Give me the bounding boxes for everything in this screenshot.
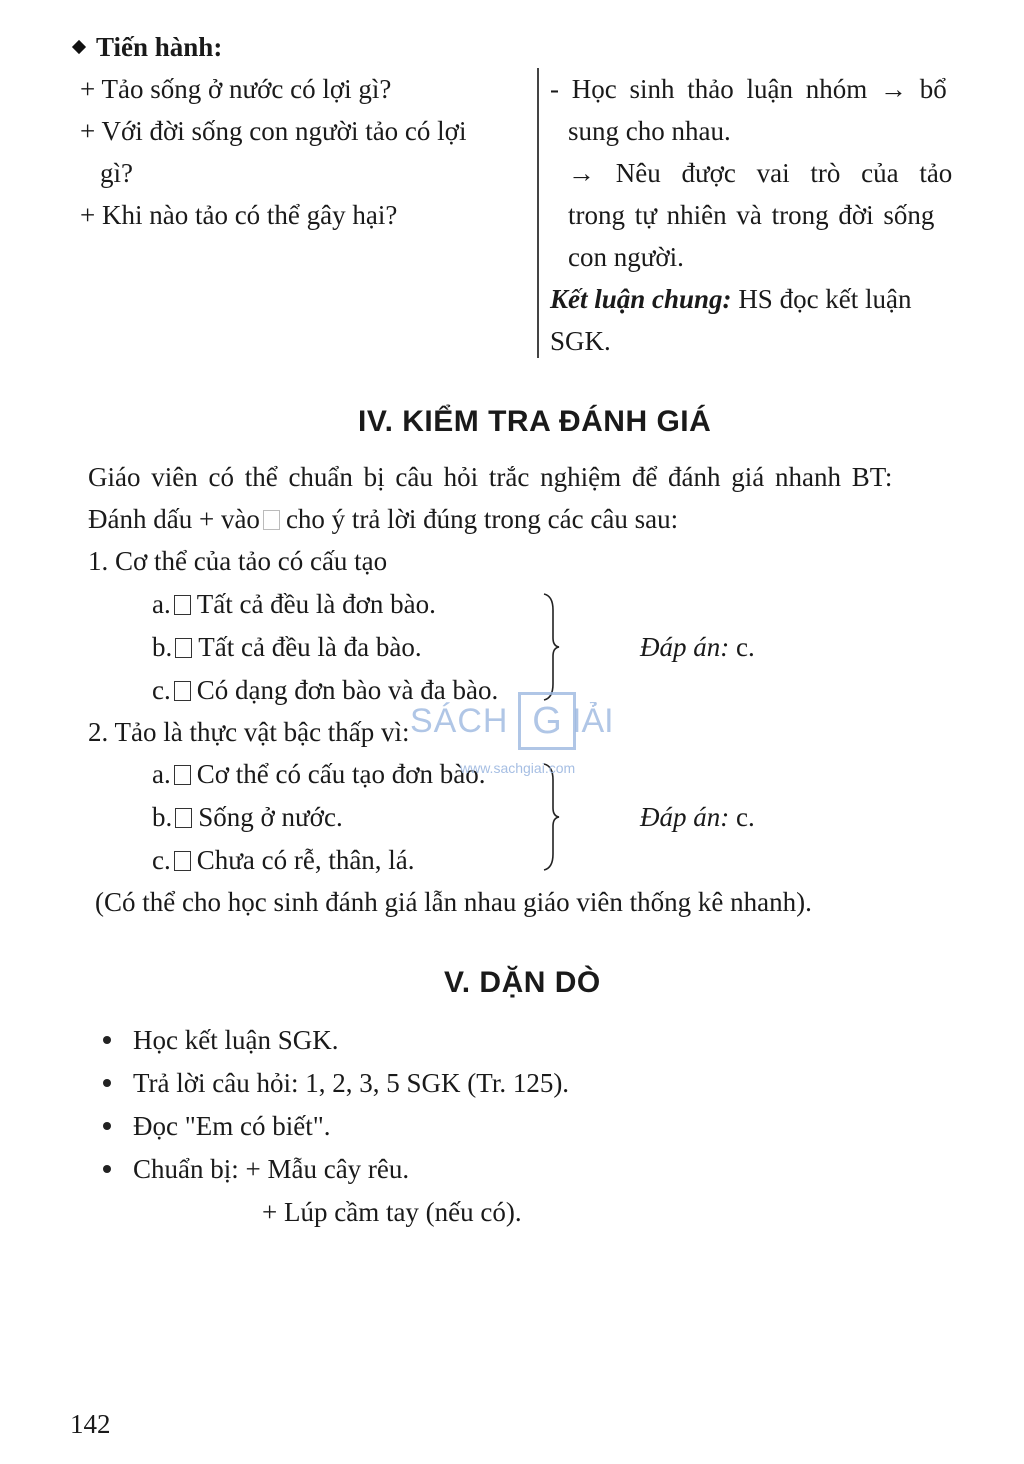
todo-item-4-extra: + Lúp cầm tay (nếu có). xyxy=(262,1197,522,1227)
todo-item-3-text: Đọc "Em có biết". xyxy=(133,1111,331,1141)
q2-option-c-letter: c. xyxy=(152,845,171,875)
q1-option-b xyxy=(152,634,422,661)
left-line-4: + Khi nào tảo có thể gây hại? xyxy=(80,200,398,230)
watermark-g-icon: G xyxy=(518,692,576,750)
todo-item-2-text: Trả lời câu hỏi: 1, 2, 3, 5 SGK (Tr. 125). xyxy=(133,1068,570,1098)
todo-item-3 xyxy=(103,1113,331,1140)
left-line-1: + Tảo sống ở nước có lợi gì? xyxy=(80,74,392,104)
q2-option-a-letter: a. xyxy=(152,759,171,789)
section-4-intro-2 xyxy=(88,506,678,533)
intro-2-part-b: cho ý trả lời đúng trong các câu sau: xyxy=(285,504,679,534)
q1-option-a-text: Tất cả đều là đơn bào. xyxy=(196,589,436,619)
conclusion-line-2: SGK. xyxy=(550,326,611,356)
page-number: 142 xyxy=(70,1409,111,1439)
q1-option-c-letter: c. xyxy=(152,675,171,705)
q2-option-b xyxy=(152,804,343,831)
checkbox-icon xyxy=(174,765,191,785)
activity-heading xyxy=(74,34,222,61)
right-line-3: → Nêu được vai trò của tảo xyxy=(568,158,953,188)
bullet-icon xyxy=(103,1079,111,1087)
conclusion-line xyxy=(550,286,912,313)
question-2: 2. Tảo là thực vật bậc thấp vì: xyxy=(88,717,410,747)
todo-item-4-text: Chuẩn bị: + Mẫu cây rêu. xyxy=(133,1154,410,1184)
bullet-icon xyxy=(103,1122,111,1130)
section-4-intro-1: Giáo viên có thể chuẩn bị câu hỏi trắc nghiệm để đánh giá nhanh BT: xyxy=(88,462,893,492)
q1-option-c-text: Có dạng đơn bào và đa bào. xyxy=(196,675,499,705)
q2-option-b-letter: b. xyxy=(152,802,173,832)
column-divider xyxy=(537,68,539,358)
conclusion-label: Kết luận chung: xyxy=(550,284,732,314)
section-5-title: V. DẶN DÒ xyxy=(444,966,601,999)
q1-answer-value: c. xyxy=(729,632,755,662)
section-4-title: IV. KIỂM TRA ĐÁNH GIÁ xyxy=(358,405,712,438)
q2-option-c xyxy=(152,847,415,874)
right-line-5: con người. xyxy=(568,242,684,272)
watermark-text-1: SÁCH xyxy=(410,702,509,740)
q1-answer xyxy=(640,634,755,661)
right-line-1: - Học sinh thảo luận nhóm → bổ xyxy=(550,74,947,104)
q2-option-c-text: Chưa có rễ, thân, lá. xyxy=(196,845,415,875)
bullet-icon xyxy=(103,1036,111,1044)
q2-answer-label: Đáp án: xyxy=(640,802,730,832)
todo-item-2 xyxy=(103,1070,569,1097)
checkbox-icon xyxy=(263,510,280,530)
q2-answer-value: c. xyxy=(729,802,755,832)
q1-option-b-text: Tất cả đều là đa bào. xyxy=(198,632,422,662)
section-4-note: (Có thể cho học sinh đánh giá lẫn nhau giáo viên thống kê nhanh). xyxy=(95,887,812,917)
q2-option-a-text: Cơ thể có cấu tạo đơn bào. xyxy=(196,759,486,789)
right-line-2: sung cho nhau. xyxy=(568,116,731,146)
right-line-4: trong tự nhiên và trong đời sống xyxy=(568,200,935,230)
q1-option-a-letter: a. xyxy=(152,589,171,619)
checkbox-icon xyxy=(175,808,192,828)
q2-brace-icon xyxy=(540,762,562,872)
checkbox-icon xyxy=(175,638,192,658)
left-line-2 xyxy=(80,118,524,145)
conclusion-text: HS đọc kết luận xyxy=(731,284,912,314)
q2-option-b-text: Sống ở nước. xyxy=(198,802,343,832)
checkbox-icon xyxy=(174,681,191,701)
left-line-3: gì? xyxy=(100,158,133,188)
todo-item-1 xyxy=(103,1027,338,1054)
intro-2-part-a: Đánh dấu + vào xyxy=(88,504,260,534)
diamond-bullet-icon xyxy=(72,40,86,54)
question-1: 1. Cơ thể của tảo có cấu tạo xyxy=(88,546,388,576)
q2-answer xyxy=(640,804,755,831)
todo-item-1-text: Học kết luận SGK. xyxy=(133,1025,339,1055)
q1-answer-label: Đáp án: xyxy=(640,632,730,662)
q1-option-a xyxy=(152,591,436,618)
q1-brace-icon xyxy=(540,592,562,702)
bullet-icon xyxy=(103,1165,111,1173)
q1-option-b-letter: b. xyxy=(152,632,173,662)
watermark-url: www.sachgiai.com xyxy=(460,760,576,776)
checkbox-icon xyxy=(174,595,191,615)
checkbox-icon xyxy=(174,851,191,871)
activity-heading-text: Tiến hành: xyxy=(96,32,223,62)
watermark-logo xyxy=(410,688,620,778)
todo-item-4 xyxy=(103,1156,409,1183)
watermark-text-2: IẢI xyxy=(572,702,614,740)
left-line-2-text: + Với đời sống con người tảo có lợi xyxy=(80,116,467,146)
